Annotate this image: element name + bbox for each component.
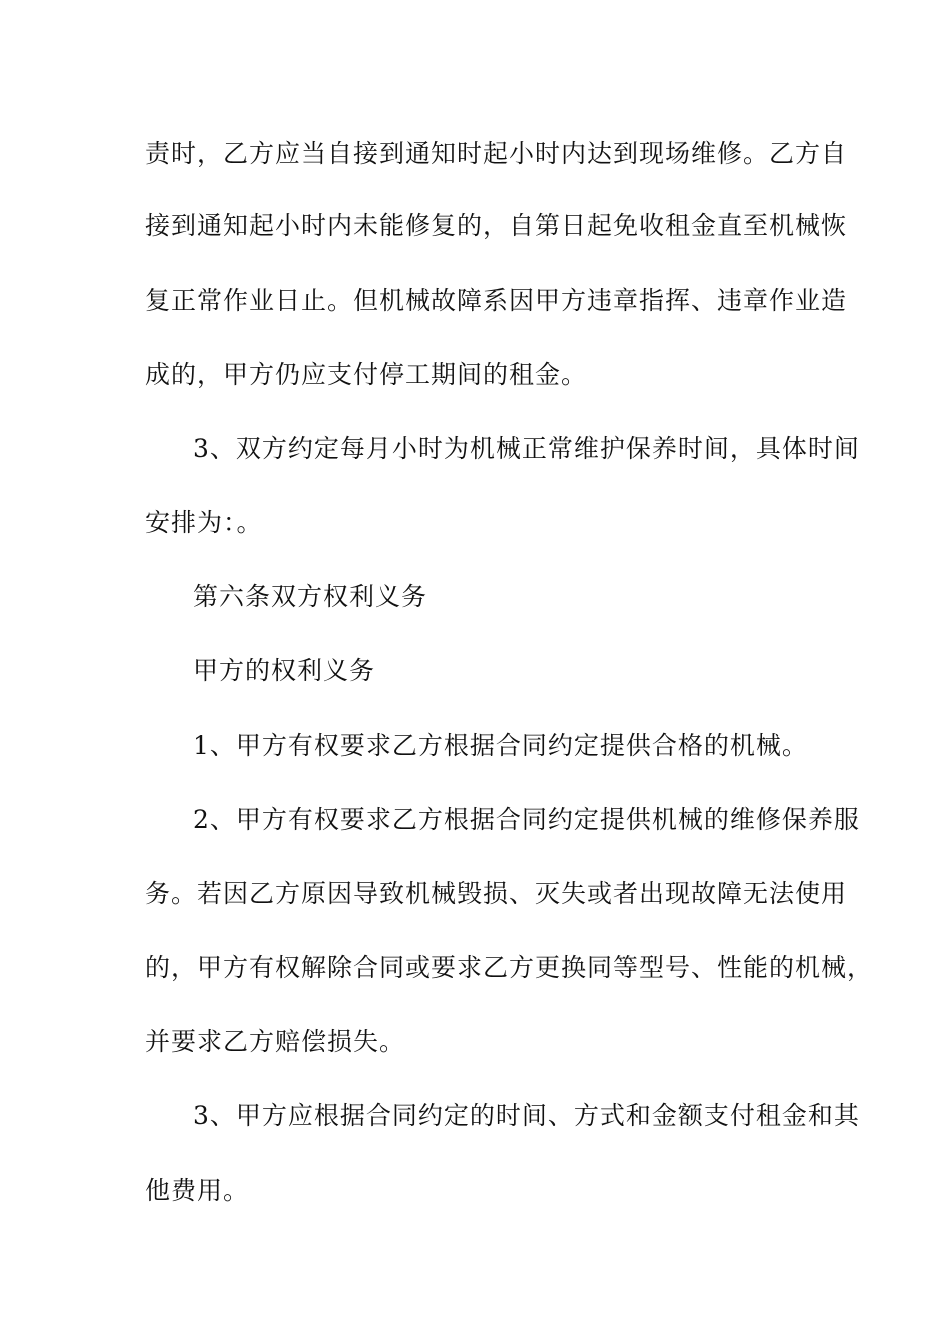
paragraph-line: 2、甲方有权要求乙方根据合同约定提供机械的维修保养服 — [193, 805, 860, 834]
paragraph-line: 复正常作业日止。但机械故障系因甲方违章指挥、违章作业造 — [145, 286, 848, 315]
paragraph-line: 责时，乙方应当自接到通知时起小时内达到现场维修。乙方自 — [145, 139, 848, 168]
paragraph-line: 1、甲方有权要求乙方根据合同约定提供合格的机械。 — [193, 731, 808, 760]
paragraph-line: 并要求乙方赔偿损失。 — [145, 1027, 406, 1056]
paragraph-line: 接到通知起小时内未能修复的，自第日起免收租金直至机械恢 — [145, 211, 848, 240]
section-heading: 第六条双方权利义务 — [193, 582, 428, 611]
paragraph-line: 3、甲方应根据合同约定的时间、方式和金额支付租金和其 — [193, 1101, 860, 1130]
paragraph-line: 务。若因乙方原因导致机械毁损、灭失或者出现故障无法使用 — [145, 879, 848, 908]
paragraph-line: 安排为：。 — [145, 508, 263, 537]
paragraph-line: 他费用。 — [145, 1176, 250, 1205]
paragraph-line: 成的，甲方仍应支付停工期间的租金。 — [145, 360, 588, 389]
subsection-heading: 甲方的权利义务 — [193, 656, 376, 685]
paragraph-line: 3、双方约定每月小时为机械正常维护保养时间，具体时间 — [193, 434, 860, 463]
paragraph-line: 的，甲方有权解除合同或要求乙方更换同等型号、性能的机械， — [145, 953, 874, 982]
